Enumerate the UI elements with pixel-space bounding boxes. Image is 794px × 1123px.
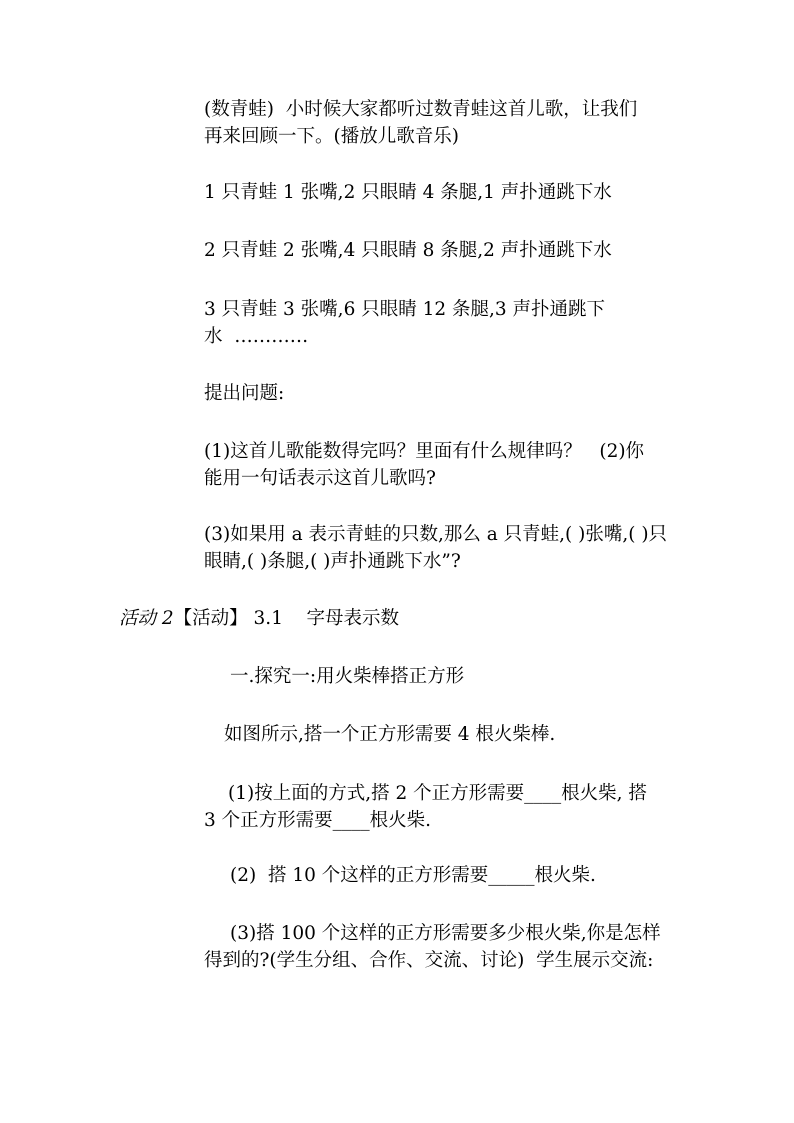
verse-3: 3 只青蛙 3 张嘴,6 只眼睛 12 条腿,3 声扑通跳下 [204,299,606,320]
problem-3-line-2: 得到的?(学生分组、合作、交流、讨论) 学生展示交流: [204,950,654,971]
questions-heading: 提出问题: [204,383,285,404]
problem-3-line-1: (3)搭 100 个这样的正方形需要多少根火柴,你是怎样 [230,923,661,944]
intro-statement: 如图所示,搭一个正方形需要 4 根火柴棒. [224,724,556,745]
question-3-line-1: (3)如果用 a 表示青蛙的只数,那么 a 只青蛙,( )张嘴,( )只 [204,524,668,545]
activity-heading [119,606,399,632]
explore-heading: 一.探究一:用火柴棒搭正方形 [230,666,465,687]
verse-2: 2 只青蛙 2 张嘴,4 只眼睛 8 条腿,2 声扑通跳下水 [204,240,612,261]
activity-prefix: 活动 2 [119,608,174,629]
problem-2: (2) 搭 10 个这样的正方形需要_____根火柴. [230,865,596,886]
question-1-2-line-2: 能用一句话表示这首儿歌吗? [204,468,436,489]
intro-line-2: 再来回顾一下。(播放儿歌音乐) [204,126,459,147]
verse-1: 1 只青蛙 1 张嘴,2 只眼睛 4 条腿,1 声扑通跳下水 [204,182,612,203]
activity-title: 【活动】 3.1 字母表示数 [173,608,399,629]
question-3-line-2: 眼睛,( )条腿,( )声扑通跳下水”? [204,551,461,572]
question-1-2-line-1: (1)这首儿歌能数得完吗？里面有什么规律吗？ (2)你 [204,441,645,462]
problem-1-line-1: (1)按上面的方式,搭 2 个正方形需要____根火柴, 搭 [228,783,647,804]
verse-3-continued: 水 ………… [204,326,309,347]
problem-1-line-2: 3 个正方形需要____根火柴. [204,810,432,831]
intro-line-1: (数青蛙) 小时候大家都听过数青蛙这首儿歌，让我们 [204,99,638,120]
